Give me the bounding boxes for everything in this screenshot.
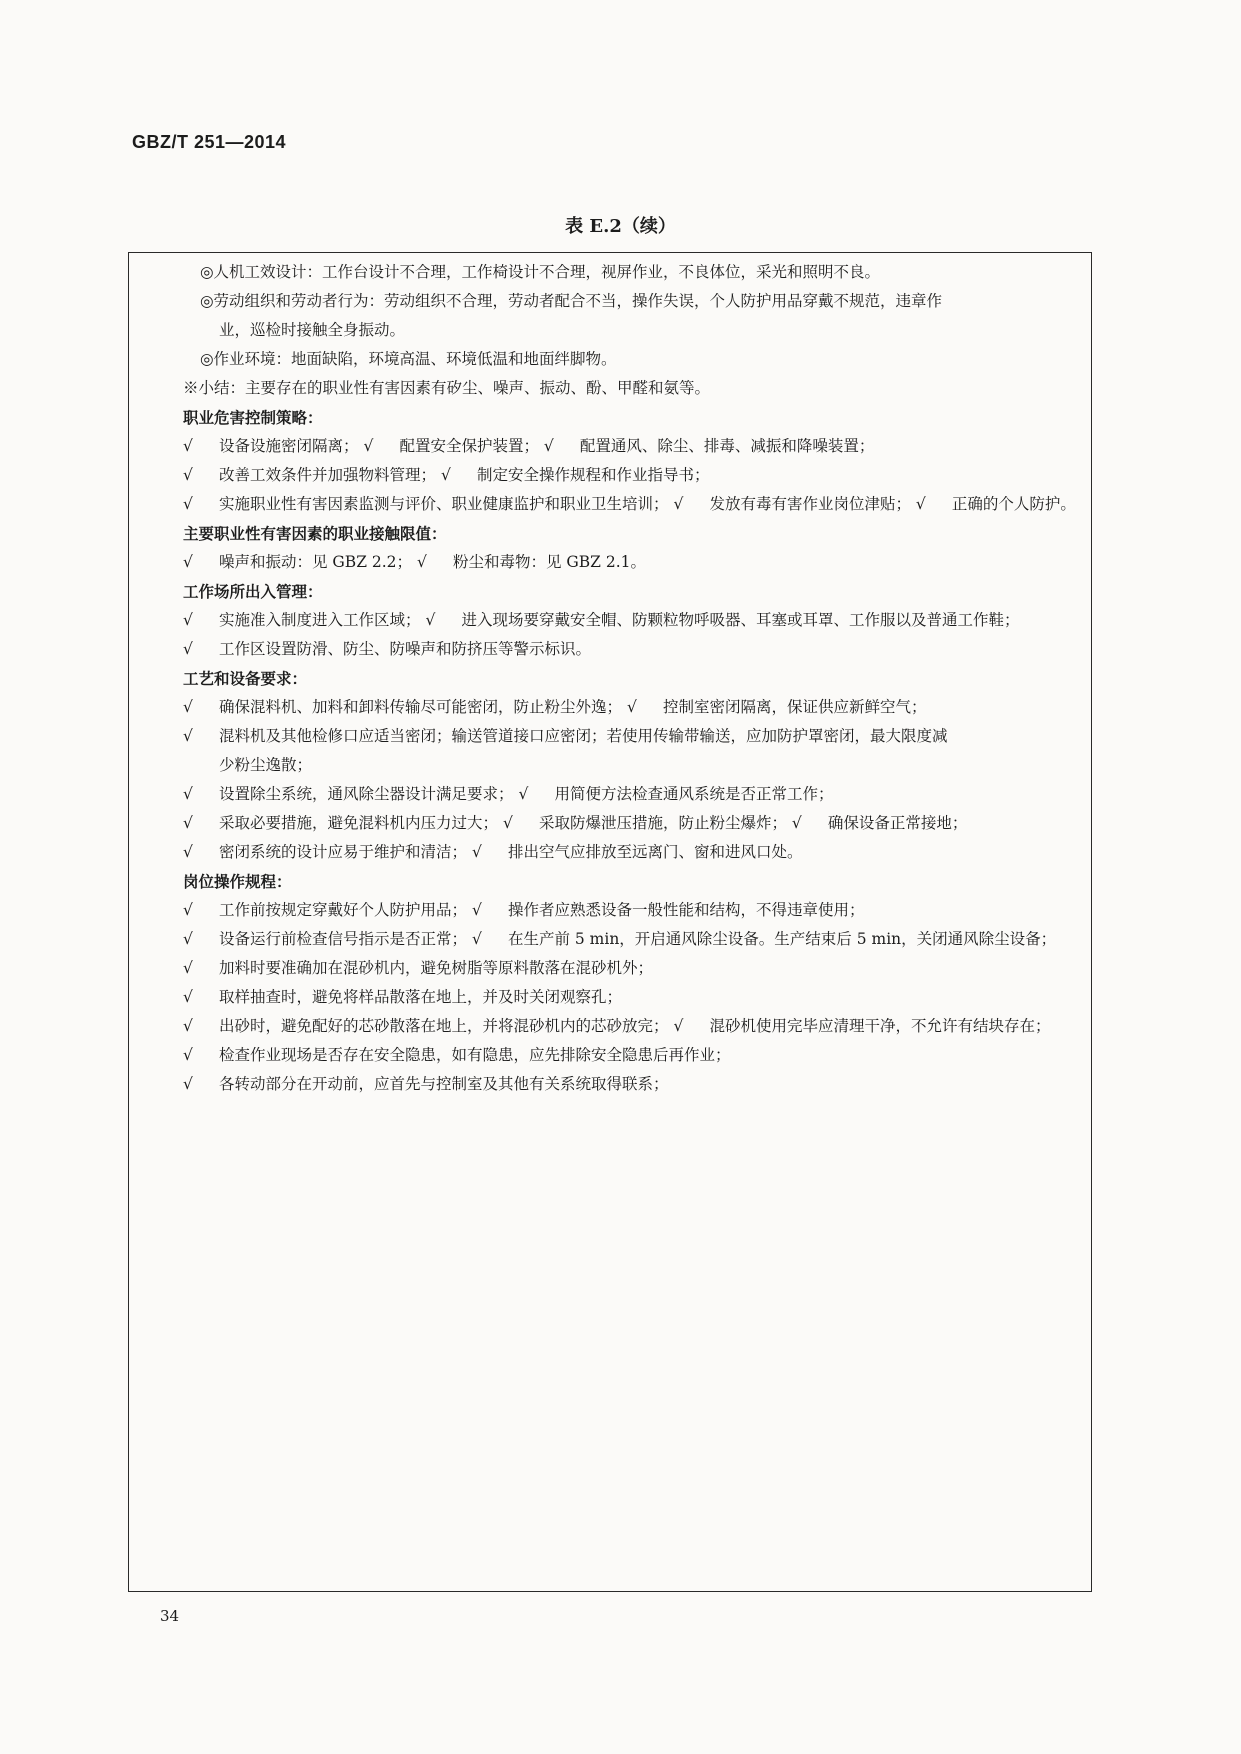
check-icon: √ bbox=[183, 495, 193, 513]
check-icon: √ bbox=[183, 785, 193, 803]
standard-code: GBZ/T 251—2014 bbox=[132, 132, 287, 152]
list-item: √ 操作者应熟悉设备一般性能和结构，不得违章使用； bbox=[472, 896, 865, 925]
check-icon: √ bbox=[915, 495, 926, 513]
hazard-environment: ◎作业环境：地面缺陷，环境高温、环境低温和地面绊脚物。 bbox=[200, 350, 617, 368]
hazard-labor-organization: ◎劳动组织和劳动者行为：劳动组织不合理，劳动者配合不当，操作失误，个人防护用品穿戴不规范，违章作 bbox=[200, 292, 943, 310]
list-item-continuation: 少粉尘逸散； bbox=[219, 756, 313, 774]
check-icon: √ bbox=[425, 611, 436, 629]
check-icon: √ bbox=[502, 814, 513, 832]
check-icon: √ bbox=[183, 466, 193, 484]
check-icon: √ bbox=[183, 1075, 193, 1093]
list-item: √ 工作区设置防滑、防尘、防噪声和防挤压等警示标识。 bbox=[183, 635, 591, 664]
section-title-access-management: 工作场所出入管理： bbox=[183, 582, 323, 601]
list-item: √ 各转动部分在开动前，应首先与控制室及其他有关系统取得联系； bbox=[183, 1070, 669, 1099]
list-item: √ 设备设施密闭隔离； bbox=[183, 432, 359, 461]
list-item: √ 排出空气应排放至远离门、窗和进风口处。 bbox=[472, 838, 803, 867]
check-icon: √ bbox=[471, 930, 482, 948]
list-item: √ 设置除尘系统，通风除尘器设计满足要求； bbox=[183, 780, 514, 809]
check-icon: √ bbox=[183, 1046, 193, 1064]
list-item: √ 粉尘和毒物：见 GBZ 2.1。 bbox=[417, 548, 646, 577]
check-icon: √ bbox=[183, 437, 193, 455]
summary-line: ※小结：主要存在的职业性有害因素有矽尘、噪声、振动、酚、甲醛和氨等。 bbox=[183, 379, 711, 397]
list-item: √ 在生产前 5 min，开启通风除尘设备。生产结束后 5 min，关闭通风除尘设备； bbox=[472, 925, 1056, 954]
check-icon: √ bbox=[183, 930, 193, 948]
list-item: √ 改善工效条件并加强物料管理； bbox=[183, 461, 436, 490]
list-item: √ 进入现场要穿戴安全帽、防颗粒物呼吸器、耳塞或耳罩、工作服以及普通工作鞋； bbox=[425, 606, 1019, 635]
check-icon: √ bbox=[518, 785, 529, 803]
list-item: √ 配置安全保护装置； bbox=[363, 432, 539, 461]
list-item: √ 制定安全操作规程和作业指导书； bbox=[441, 461, 710, 490]
check-icon: √ bbox=[183, 553, 193, 571]
check-icon: √ bbox=[183, 611, 193, 629]
check-icon: √ bbox=[543, 437, 554, 455]
check-icon: √ bbox=[471, 901, 482, 919]
check-icon: √ bbox=[440, 466, 451, 484]
check-icon: √ bbox=[416, 553, 427, 571]
check-icon: √ bbox=[183, 959, 193, 977]
list-item: √ 配置通风、除尘、排毒、减振和降噪装置； bbox=[544, 432, 875, 461]
check-icon: √ bbox=[626, 698, 637, 716]
list-item: √ 实施准入制度进入工作区域； bbox=[183, 606, 421, 635]
list-item: √ 混砂机使用完毕应清理干净，不允许有结块存在； bbox=[673, 1012, 1050, 1041]
check-icon: √ bbox=[471, 843, 482, 861]
section-title-process-equipment: 工艺和设备要求： bbox=[183, 669, 308, 688]
check-icon: √ bbox=[183, 814, 193, 832]
hazard-labor-organization-cont: 业，巡检时接触全身振动。 bbox=[219, 321, 406, 339]
list-item: √ 采取防爆泄压措施，防止粉尘爆炸； bbox=[503, 809, 787, 838]
list-item: √ 工作前按规定穿戴好个人防护用品； bbox=[183, 896, 467, 925]
list-item: √ 混料机及其他检修口应适当密闭；输送管道接口应密闭；若使用传输带输送，应加防护罩密闭，最大限度减 bbox=[183, 722, 948, 751]
check-icon: √ bbox=[363, 437, 374, 455]
list-item: √ 用简便方法检查通风系统是否正常工作； bbox=[518, 780, 833, 809]
list-item: √ 噪声和振动：见 GBZ 2.2； bbox=[183, 548, 412, 577]
list-item: √ 设备运行前检查信号指示是否正常； bbox=[183, 925, 467, 954]
section-title-operating-procedures: 岗位操作规程： bbox=[183, 872, 292, 891]
list-item: √ 密闭系统的设计应易于维护和清洁； bbox=[183, 838, 467, 867]
list-item: √ 发放有毒有害作业岗位津贴； bbox=[673, 490, 911, 519]
section-title-control-strategy: 职业危害控制策略： bbox=[183, 408, 323, 427]
list-item: √ 取样抽查时，避免将样品散落在地上，并及时关闭观察孔； bbox=[183, 983, 622, 1012]
check-icon: √ bbox=[183, 1017, 193, 1035]
check-icon: √ bbox=[673, 495, 684, 513]
table-title: 表 E.2（续） bbox=[565, 216, 676, 237]
list-item: √ 确保设备正常接地； bbox=[792, 809, 968, 838]
list-item: √ 正确的个人防护。 bbox=[916, 490, 1076, 519]
hazard-ergonomics: ◎人机工效设计：工作台设计不合理，工作椅设计不合理，视屏作业，不良体位，采光和照明不良。 bbox=[200, 263, 881, 281]
check-icon: √ bbox=[183, 698, 193, 716]
list-item: √ 加料时要准确加在混砂机内，避免树脂等原料散落在混砂机外； bbox=[183, 954, 653, 983]
section-title-exposure-limits: 主要职业性有害因素的职业接触限值： bbox=[183, 524, 447, 543]
table-content bbox=[183, 258, 1083, 1099]
list-item: √ 检查作业现场是否存在安全隐患，如有隐患，应先排除安全隐患后再作业； bbox=[183, 1041, 731, 1070]
check-icon: √ bbox=[183, 640, 193, 658]
check-icon: √ bbox=[673, 1017, 684, 1035]
list-item: √ 实施职业性有害因素监测与评价、职业健康监护和职业卫生培训； bbox=[183, 490, 669, 519]
list-item: √ 采取必要措施，避免混料机内压力过大； bbox=[183, 809, 498, 838]
check-icon: √ bbox=[791, 814, 802, 832]
list-item: √ 控制室密闭隔离，保证供应新鲜空气； bbox=[627, 693, 927, 722]
page-number: 34 bbox=[160, 1607, 180, 1625]
check-icon: √ bbox=[183, 727, 193, 745]
check-icon: √ bbox=[183, 901, 193, 919]
check-icon: √ bbox=[183, 988, 193, 1006]
list-item: √ 确保混料机、加料和卸料传输尽可能密闭，防止粉尘外逸； bbox=[183, 693, 622, 722]
list-item: √ 出砂时，避免配好的芯砂散落在地上，并将混砂机内的芯砂放完； bbox=[183, 1012, 669, 1041]
check-icon: √ bbox=[183, 843, 193, 861]
